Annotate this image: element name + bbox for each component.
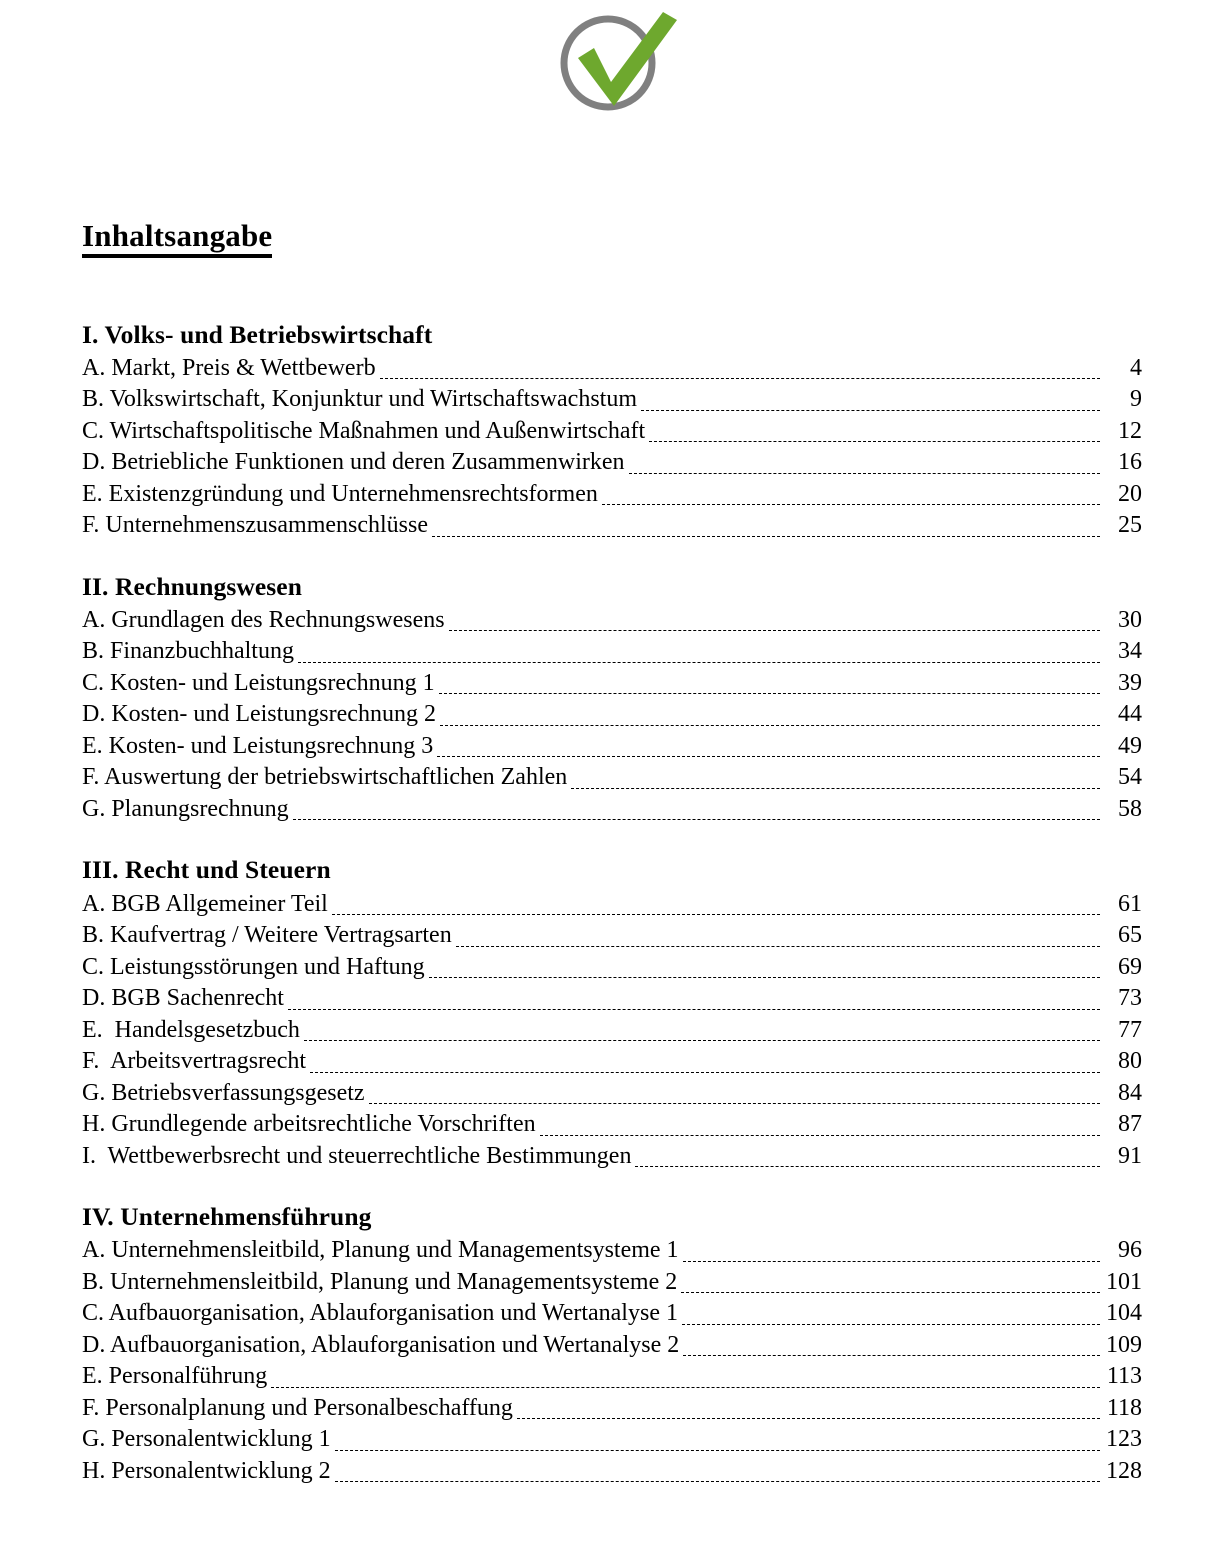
toc-entry-page: 73 xyxy=(1118,985,1142,1012)
toc-entry-label: F. Arbeitsvertragsrecht xyxy=(82,1048,307,1075)
toc-entry[interactable] xyxy=(82,353,1142,385)
toc-leader xyxy=(683,1260,1100,1262)
toc-entry-label: B. Kaufvertrag / Weitere Vertragsarten xyxy=(82,922,452,949)
toc-entry[interactable] xyxy=(82,920,1142,952)
toc-entry[interactable] xyxy=(82,636,1142,668)
toc-leader xyxy=(271,1386,1100,1388)
toc-entry-page: 96 xyxy=(1118,1237,1142,1264)
toc-entry-label: G. Personalentwicklung 1 xyxy=(82,1426,331,1453)
toc-leader xyxy=(335,1449,1100,1451)
toc-entry-label: A. Markt, Preis & Wettbewerb xyxy=(82,354,376,381)
green-checkmark-in-gray-circle-icon xyxy=(551,6,681,124)
toc-entry[interactable] xyxy=(82,668,1142,700)
toc-leader xyxy=(293,818,1100,820)
toc-section-title: IV. Unternehmensführung xyxy=(82,1202,372,1232)
toc-entry-label: G. Planungsrechnung xyxy=(82,795,289,822)
toc-entry-page: 118 xyxy=(1106,1394,1142,1421)
toc-entry[interactable] xyxy=(82,1267,1142,1299)
toc-entry-label: D. Betriebliche Funktionen und deren Zusammenwirken xyxy=(82,449,625,476)
toc-leader xyxy=(649,440,1100,442)
document-logo-area xyxy=(0,0,1232,130)
toc-entry-label: D. Aufbauorganisation, Ablauforganisation und Wertanalyse 2 xyxy=(82,1331,680,1358)
toc-leader xyxy=(683,1354,1100,1356)
toc-entry-label: B. Finanzbuchhaltung xyxy=(82,638,294,665)
toc-leader xyxy=(304,1039,1100,1041)
toc-entry-page: 80 xyxy=(1118,1048,1142,1075)
toc-entry-label: C. Kosten- und Leistungsrechnung 1 xyxy=(82,669,435,696)
toc-entry-page: 30 xyxy=(1118,606,1142,633)
toc-entry-page: 61 xyxy=(1118,890,1142,917)
toc-entry-label: F. Personalplanung und Personalbeschaffung xyxy=(82,1394,513,1421)
toc-leader xyxy=(681,1291,1100,1293)
toc-entry[interactable] xyxy=(82,762,1142,794)
toc-entry-label: F. Unternehmenszusammenschlüsse xyxy=(82,512,429,539)
toc-entry-label: A. Unternehmensleitbild, Planung und Managementsysteme 1 xyxy=(82,1237,679,1264)
toc-entry-page: 123 xyxy=(1106,1426,1142,1453)
toc-entry[interactable] xyxy=(82,1361,1142,1393)
toc-entry[interactable] xyxy=(82,479,1142,511)
toc-entry[interactable] xyxy=(82,605,1142,637)
toc-entry-page: 65 xyxy=(1118,922,1142,949)
toc-entry-label: E. Personalführung xyxy=(82,1363,268,1390)
toc-entry-label: C. Aufbauorganisation, Ablauforganisation und Wertanalyse 1 xyxy=(82,1300,678,1327)
toc-leader xyxy=(335,1480,1100,1482)
toc-entry-page: 25 xyxy=(1118,512,1142,539)
toc-entry-page: 4 xyxy=(1130,354,1142,381)
toc-entry-page: 39 xyxy=(1118,669,1142,696)
toc-entry[interactable] xyxy=(82,699,1142,731)
toc-leader xyxy=(635,1165,1100,1167)
toc-leader xyxy=(432,535,1100,537)
toc-leader xyxy=(456,945,1100,947)
toc-leader xyxy=(298,661,1100,663)
toc-entry-page: 91 xyxy=(1118,1142,1142,1169)
toc-leader xyxy=(682,1323,1100,1325)
toc-entry[interactable] xyxy=(82,1393,1142,1425)
toc-entry-page: 69 xyxy=(1118,953,1142,980)
toc-entry-label: B. Unternehmensleitbild, Planung und Managementsysteme 2 xyxy=(82,1268,678,1295)
toc-entry[interactable] xyxy=(82,952,1142,984)
toc-entry-label: E. Existenzgründung und Unternehmensrechtsformen xyxy=(82,480,598,507)
toc-entry-label: D. Kosten- und Leistungsrechnung 2 xyxy=(82,701,436,728)
toc-entry-label: B. Volkswirtschaft, Konjunktur und Wirtschaftswachstum xyxy=(82,386,637,413)
toc-section-title: I. Volks- und Betriebswirtschaft xyxy=(82,319,433,349)
toc-leader xyxy=(540,1134,1100,1136)
toc-entry[interactable] xyxy=(82,731,1142,763)
toc-leader xyxy=(641,409,1100,411)
toc-entry-page: 104 xyxy=(1106,1300,1142,1327)
toc-entry[interactable] xyxy=(82,794,1142,826)
toc-entry-page: 113 xyxy=(1106,1363,1142,1390)
toc-entry-page: 87 xyxy=(1118,1111,1142,1138)
toc-section-title: III. Recht und Steuern xyxy=(82,855,331,885)
toc-leader xyxy=(517,1417,1100,1419)
toc-entry-label: A. BGB Allgemeiner Teil xyxy=(82,890,328,917)
toc-entry-page: 49 xyxy=(1118,732,1142,759)
toc-entry-label: C. Wirtschaftspolitische Maßnahmen und Außenwirtschaft xyxy=(82,417,646,444)
toc-entry-label: E. Kosten- und Leistungsrechnung 3 xyxy=(82,732,434,759)
document-page xyxy=(0,130,1232,1487)
toc-leader xyxy=(440,724,1100,726)
toc-section xyxy=(82,853,1142,1172)
toc-entry[interactable] xyxy=(82,416,1142,448)
toc-leader xyxy=(369,1102,1100,1104)
toc-entry[interactable] xyxy=(82,983,1142,1015)
toc-entry-page: 54 xyxy=(1118,764,1142,791)
toc-entry[interactable] xyxy=(82,1078,1142,1110)
toc-entry-label: F. Auswertung der betriebswirtschaftlichen Zahlen xyxy=(82,764,568,791)
toc-entry-label: I. Wettbewerbsrecht und steuerrechtliche Bestimmungen xyxy=(82,1142,632,1169)
toc-entry-page: 84 xyxy=(1118,1079,1142,1106)
toc-entry[interactable] xyxy=(82,1015,1142,1047)
toc-leader xyxy=(332,913,1100,915)
toc-leader xyxy=(439,692,1100,694)
toc-entry-label: C. Leistungsstörungen und Haftung xyxy=(82,953,425,980)
toc-entry-page: 16 xyxy=(1118,449,1142,476)
toc-entry-page: 20 xyxy=(1118,480,1142,507)
toc-entry[interactable] xyxy=(82,889,1142,921)
toc-entry[interactable] xyxy=(82,510,1142,542)
toc-entry-page: 9 xyxy=(1130,386,1142,413)
toc-section xyxy=(82,1200,1142,1487)
toc-entry-label: G. Betriebsverfassungsgesetz xyxy=(82,1079,365,1106)
toc-section xyxy=(82,318,1142,542)
toc-entry-label: H. Grundlegende arbeitsrechtliche Vorschriften xyxy=(82,1111,536,1138)
toc-entry[interactable] xyxy=(82,1235,1142,1267)
toc-leader xyxy=(288,1008,1100,1010)
toc-section-title: II. Rechnungswesen xyxy=(82,571,303,601)
toc-entry[interactable] xyxy=(82,1298,1142,1330)
page-title: Inhaltsangabe xyxy=(82,130,272,258)
toc-entry[interactable] xyxy=(82,1109,1142,1141)
toc-leader xyxy=(437,755,1100,757)
table-of-contents xyxy=(82,318,1142,1488)
toc-entry-page: 44 xyxy=(1118,701,1142,728)
toc-entry[interactable] xyxy=(82,447,1142,479)
toc-entry[interactable] xyxy=(82,1424,1142,1456)
toc-entry[interactable] xyxy=(82,1456,1142,1488)
toc-entry[interactable] xyxy=(82,384,1142,416)
toc-leader xyxy=(602,503,1100,505)
toc-leader xyxy=(429,976,1100,978)
toc-entry-label: E. Handelsgesetzbuch xyxy=(82,1016,300,1043)
toc-entry-page: 109 xyxy=(1106,1331,1142,1358)
toc-leader xyxy=(380,377,1100,379)
toc-leader xyxy=(310,1071,1100,1073)
toc-section xyxy=(82,570,1142,826)
toc-entry-page: 128 xyxy=(1106,1457,1142,1484)
toc-entry[interactable] xyxy=(82,1046,1142,1078)
toc-entry-page: 34 xyxy=(1118,638,1142,665)
toc-entry-page: 58 xyxy=(1118,795,1142,822)
toc-entry[interactable] xyxy=(82,1141,1142,1173)
toc-leader xyxy=(629,472,1100,474)
toc-entry-label: A. Grundlagen des Rechnungswesens xyxy=(82,606,445,633)
toc-leader xyxy=(449,629,1100,631)
toc-entry-page: 101 xyxy=(1106,1268,1142,1295)
toc-entry[interactable] xyxy=(82,1330,1142,1362)
toc-entry-label: D. BGB Sachenrecht xyxy=(82,985,284,1012)
toc-entry-page: 77 xyxy=(1118,1016,1142,1043)
toc-entry-page: 12 xyxy=(1118,417,1142,444)
toc-entry-label: H. Personalentwicklung 2 xyxy=(82,1457,331,1484)
toc-leader xyxy=(571,787,1100,789)
